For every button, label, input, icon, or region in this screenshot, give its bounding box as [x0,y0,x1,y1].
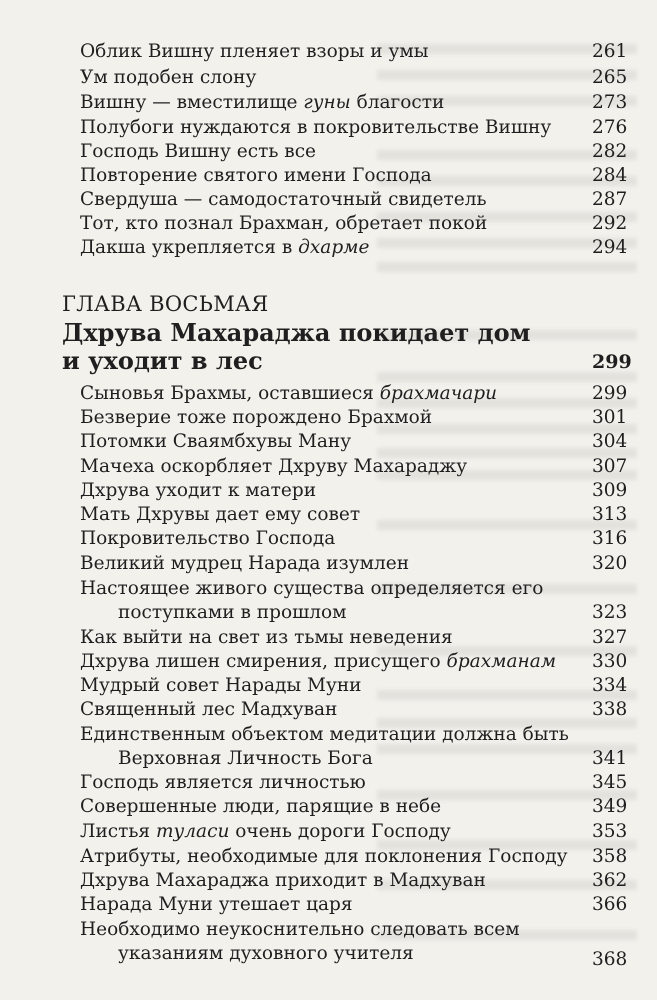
toc-entry-page: 334 [592,675,628,696]
toc-entry-title: Листья туласи очень дороги Господу [80,821,451,842]
toc-entry-title: Атрибуты, необходимые для поклонения Господу [80,846,568,867]
toc-entry-page: 294 [592,237,628,258]
toc-entry-title-cont: указаниям духовного учителя [118,943,414,964]
toc-entry-title: Тот, кто познал Брахман, обретает покой [80,213,488,234]
toc-entry-page: 341 [592,748,628,769]
toc-entry-page: 313 [592,504,628,525]
toc-entry-page: 349 [592,796,628,817]
toc-entry-title: Мудрый совет Нарады Муни [80,675,362,696]
toc-entry-page: 320 [592,553,628,574]
toc-entry-title: Дакша укрепляется в дхарме [80,237,370,258]
toc-entry-page: 338 [592,699,628,720]
toc-entry-title: Единственным объектом медитации должна быть [80,724,569,745]
toc-entry-title: Потомки Сваямбхувы Ману [80,431,352,452]
toc-entry-title: Ум подобен слону [80,67,257,88]
toc-entry-page: 282 [592,141,628,162]
toc-entry-title: Свердуша — самодостаточный свидетель [80,189,487,210]
chapter-label: ГЛАВА ВОСЬМАЯ [62,292,269,316]
toc-entry-page: 307 [592,456,628,477]
toc-entry-page: 299 [592,383,628,404]
toc-entry-page: 265 [592,67,628,88]
toc-entry-page: 316 [592,528,628,549]
toc-entry-title: Дхрува Махараджа приходит в Мадхуван [80,870,486,891]
toc-entry-title: Облик Вишну пленяет взоры и умы [80,41,429,62]
toc-entry-title-cont: Верховная Личность Бога [118,748,373,769]
toc-entry-title: Как выйти на свет из тьмы неведения [80,627,453,648]
toc-entry-title: Безверие тоже порождено Брахмой [80,407,433,428]
toc-entry-title: Дхрува уходит к матери [80,480,317,501]
toc-entry-page: 353 [592,821,628,842]
chapter-title-line1: Дхрува Махараджа покидает дом [62,318,531,347]
toc-entry-page: 323 [592,602,628,623]
toc-entry-page: 287 [592,189,628,210]
toc-entry-title: Совершенные люди, парящие в небе [80,796,442,817]
toc-entry-page: 327 [592,627,628,648]
toc-entry-page: 276 [592,117,628,138]
chapter-title-line2: и уходит в лес [62,346,263,375]
toc-entry-page: 261 [592,41,628,62]
toc-entry-title-cont: поступками в прошлом [118,602,347,623]
toc-entry-title: Великий мудрец Нарада изумлен [80,553,410,574]
toc-entry-title: Полубоги нуждаются в покровительстве Вишну [80,117,552,138]
toc-entry-title: Мачеха оскорбляет Дхруву Махараджу [80,456,468,477]
toc-entry-title: Нарада Муни утешает царя [80,894,353,915]
toc-entry-title: Дхрува лишен смирения, присущего брахманам [80,651,557,672]
toc-entry-page: 330 [592,651,628,672]
toc-entry-title: Сыновья Брахмы, оставшиеся брахмачари [80,383,497,404]
toc-entry-title: Вишну — вместилище гуны благости [80,92,445,113]
toc-entry-page: 309 [592,480,628,501]
toc-entry-page: 366 [592,894,628,915]
toc-entry-title: Священный лес Мадхуван [80,699,338,720]
toc-entry-title: Настоящее живого существа определяется его [80,578,544,599]
toc-entry-title: Необходимо неукоснительно следовать всем [80,919,520,940]
toc-entry-page: 358 [592,846,628,867]
toc-entry-title: Господь является личностью [80,772,366,793]
toc-entry-title: Повторение святого имени Господа [80,165,432,186]
toc-entry-page: 362 [592,870,628,891]
toc-entry-page: 284 [592,165,628,186]
toc-entry-title: Господь Вишну есть все [80,141,317,162]
toc-entry-title: Покровительство Господа [80,528,336,549]
chapter-page: 299 [592,351,632,373]
toc-entry-page: 304 [592,431,628,452]
toc-entry-page: 301 [592,407,628,428]
toc-entry-page: 292 [592,213,628,234]
toc-entry-title: Мать Дхрувы дает ему совет [80,504,361,525]
toc-entry-page: 273 [592,92,628,113]
toc-entry-page: 368 [592,949,628,970]
toc-entry-page: 345 [592,772,628,793]
